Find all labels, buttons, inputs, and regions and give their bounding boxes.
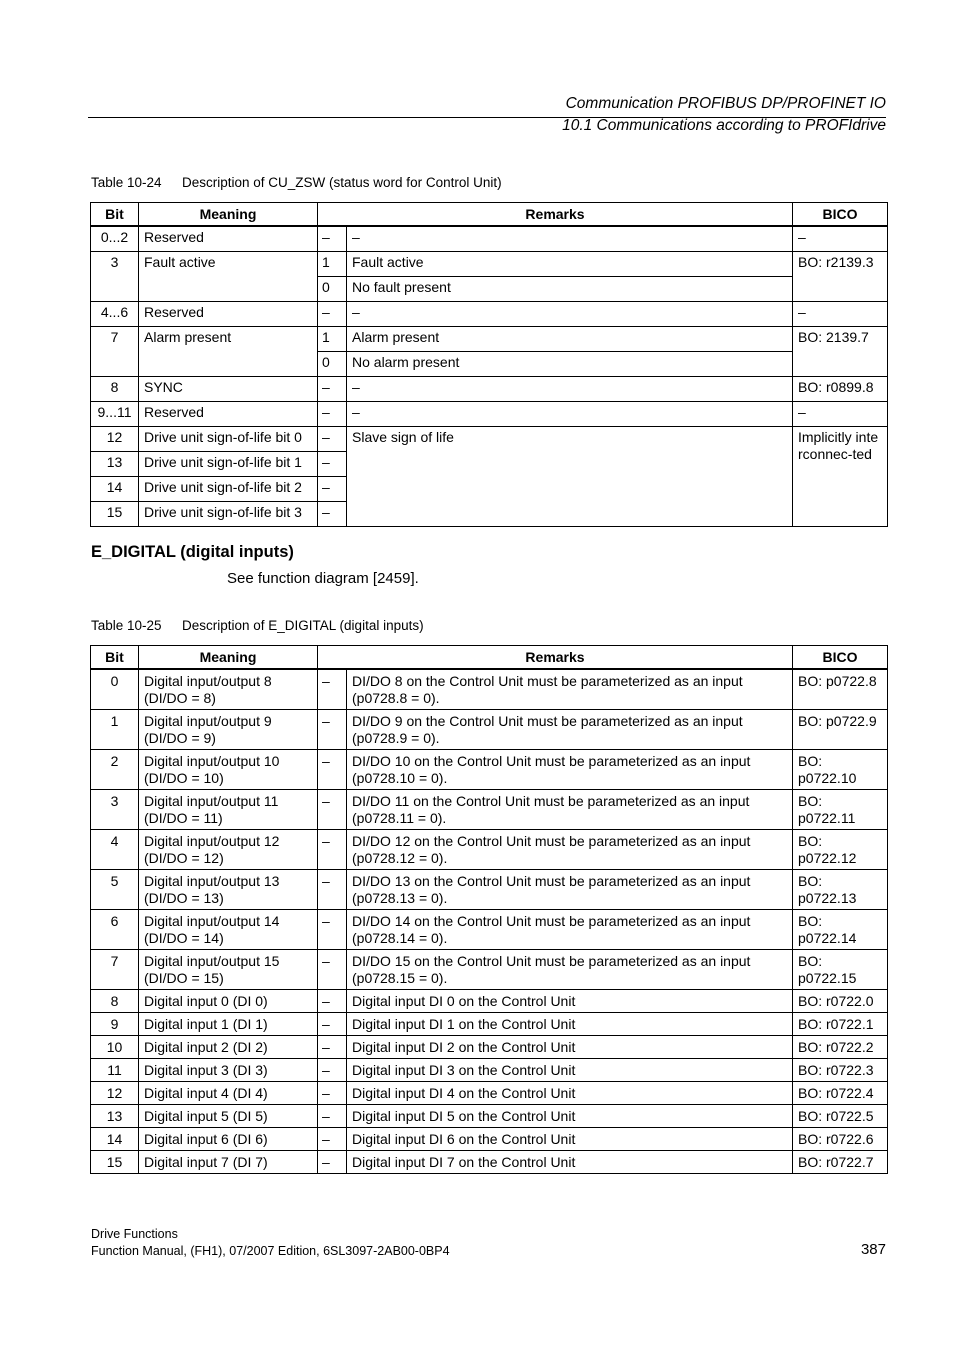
cell-value-text: – bbox=[322, 833, 330, 849]
cell-value bbox=[318, 1036, 347, 1059]
cell-remark-text: Digital input DI 0 on the Control Unit bbox=[352, 993, 576, 1009]
cell-meaning-text: (DI/DO = 14) bbox=[144, 930, 224, 946]
table-row bbox=[91, 327, 888, 352]
table-row bbox=[91, 1036, 888, 1059]
page-number: 387 bbox=[860, 1241, 886, 1258]
table-row bbox=[91, 910, 888, 950]
cell-meaning bbox=[139, 1105, 318, 1128]
cell-bit bbox=[91, 669, 139, 710]
cell-bit-text: 9 bbox=[110, 1016, 119, 1032]
running-header-chapter: Communication PROFIBUS DP/PROFINET IO bbox=[565, 95, 886, 112]
cell-remark-text: Digital input DI 5 on the Control Unit bbox=[352, 1108, 576, 1124]
cell-bit-text: 10 bbox=[106, 1039, 123, 1055]
cell-bit-text: 6 bbox=[110, 913, 119, 929]
table-row bbox=[91, 950, 888, 990]
cell-remark-text: (p0728.10 = 0). bbox=[352, 770, 448, 786]
cell-meaning bbox=[139, 870, 318, 910]
cell-remark bbox=[347, 1151, 793, 1174]
cell-bico-text: BO: bbox=[798, 793, 823, 809]
cell-bico: BO: r0899.8 bbox=[793, 377, 888, 402]
cell-bico: – bbox=[793, 226, 888, 252]
cell-meaning: Reserved bbox=[139, 302, 318, 327]
cell-bit-text: 15 bbox=[106, 1154, 123, 1170]
cell-meaning-text: (DI/DO = 12) bbox=[144, 850, 224, 866]
cell-meaning bbox=[139, 1013, 318, 1036]
cell-meaning bbox=[139, 669, 318, 710]
section-title: E_DIGITAL (digital inputs) bbox=[91, 543, 294, 561]
cell-bico bbox=[793, 870, 888, 910]
cell-meaning-text: Digital input 7 (DI 7) bbox=[144, 1154, 268, 1170]
col-header-meaning: Meaning bbox=[139, 646, 318, 670]
table2-header-row bbox=[91, 646, 888, 670]
cell-value: – bbox=[318, 402, 347, 427]
cell-bit: 4...6 bbox=[91, 302, 139, 327]
cell-remark bbox=[347, 750, 793, 790]
cell-bit bbox=[91, 870, 139, 910]
footer-edition: Function Manual, (FH1), 07/2007 Edition, 6SL3097-2AB00-0BP4 bbox=[91, 1244, 450, 1258]
cell-value-text: – bbox=[322, 713, 330, 729]
cell-value bbox=[318, 1059, 347, 1082]
col-header-bico: BICO bbox=[793, 646, 888, 670]
cell-remark: No fault present bbox=[347, 277, 793, 302]
table-row bbox=[91, 990, 888, 1013]
cell-remark-text: (p0728.12 = 0). bbox=[352, 850, 448, 866]
cell-meaning bbox=[139, 1151, 318, 1174]
cell-value-text: – bbox=[322, 673, 330, 689]
cell-remark: – bbox=[347, 226, 793, 252]
table2-caption bbox=[91, 618, 424, 633]
cell-remark: Slave sign of life bbox=[347, 427, 793, 527]
cell-meaning bbox=[139, 990, 318, 1013]
cell-meaning: Fault active bbox=[139, 252, 318, 302]
cell-value bbox=[318, 1151, 347, 1174]
cell-value bbox=[318, 750, 347, 790]
cell-remark bbox=[347, 1059, 793, 1082]
cell-meaning: Reserved bbox=[139, 226, 318, 252]
cell-remark bbox=[347, 1013, 793, 1036]
cell-bit: 12 bbox=[91, 427, 139, 452]
table2-caption-number: Table 10-25 bbox=[91, 618, 162, 633]
cell-remark-text: (p0728.13 = 0). bbox=[352, 890, 448, 906]
cell-remark-text: DI/DO 13 on the Control Unit must be parameterized as an input bbox=[352, 873, 751, 889]
cell-bit-text: 3 bbox=[110, 793, 119, 809]
table-row bbox=[91, 710, 888, 750]
table-row bbox=[91, 830, 888, 870]
cell-bico-text: BO: r0722.6 bbox=[798, 1131, 874, 1147]
cell-bit-text: 8 bbox=[110, 993, 119, 1009]
cell-meaning-text: Digital input/output 9 bbox=[144, 713, 272, 729]
cell-value: – bbox=[318, 427, 347, 452]
cell-bico bbox=[793, 1128, 888, 1151]
table-row bbox=[91, 1128, 888, 1151]
cell-remark-text: DI/DO 8 on the Control Unit must be parameterized as an input bbox=[352, 673, 743, 689]
cell-meaning: Drive unit sign-of-life bit 1 bbox=[139, 452, 318, 477]
cell-value: 1 bbox=[318, 252, 347, 277]
cell-bit bbox=[91, 1013, 139, 1036]
cell-remark-text: (p0728.14 = 0). bbox=[352, 930, 448, 946]
cell-value bbox=[318, 1013, 347, 1036]
table-row bbox=[91, 870, 888, 910]
table-row bbox=[91, 1151, 888, 1174]
cell-meaning-text: Digital input/output 8 bbox=[144, 673, 272, 689]
cell-meaning: Reserved bbox=[139, 402, 318, 427]
col-header-remarks: Remarks bbox=[318, 203, 793, 227]
cell-bit bbox=[91, 950, 139, 990]
cell-bico-text: BO: r0722.5 bbox=[798, 1108, 874, 1124]
cell-meaning bbox=[139, 950, 318, 990]
cell-bico: Implicitly interconnec-ted bbox=[793, 427, 888, 527]
cell-value bbox=[318, 870, 347, 910]
cell-meaning bbox=[139, 1082, 318, 1105]
cell-bico bbox=[793, 1105, 888, 1128]
cell-bico bbox=[793, 790, 888, 830]
cell-bit bbox=[91, 790, 139, 830]
cell-bit: 8 bbox=[91, 377, 139, 402]
cell-bit bbox=[91, 910, 139, 950]
cell-bico bbox=[793, 1151, 888, 1174]
cell-value-text: – bbox=[322, 1085, 330, 1101]
cell-meaning: Drive unit sign-of-life bit 0 bbox=[139, 427, 318, 452]
cell-value-text: – bbox=[322, 993, 330, 1009]
col-header-bit: Bit bbox=[91, 203, 139, 227]
cell-meaning-text: (DI/DO = 10) bbox=[144, 770, 224, 786]
table-row bbox=[91, 226, 888, 252]
cell-meaning-text: Digital input 3 (DI 3) bbox=[144, 1062, 268, 1078]
cell-value: – bbox=[318, 226, 347, 252]
table-row bbox=[91, 669, 888, 710]
cell-value bbox=[318, 710, 347, 750]
cell-remark-text: (p0728.15 = 0). bbox=[352, 970, 448, 986]
cell-remark bbox=[347, 950, 793, 990]
cell-bico bbox=[793, 950, 888, 990]
cell-meaning bbox=[139, 830, 318, 870]
cell-remark bbox=[347, 669, 793, 710]
cell-bit-text: 2 bbox=[110, 753, 119, 769]
cell-value-text: – bbox=[322, 1016, 330, 1032]
cell-remark-text: Digital input DI 2 on the Control Unit bbox=[352, 1039, 576, 1055]
cell-meaning: Alarm present bbox=[139, 327, 318, 377]
cell-remark bbox=[347, 1105, 793, 1128]
cell-value bbox=[318, 950, 347, 990]
table1-header-row bbox=[91, 203, 888, 227]
cell-remark-text: DI/DO 11 on the Control Unit must be parameterized as an input bbox=[352, 793, 750, 809]
cell-bit-text: 11 bbox=[107, 1062, 122, 1078]
cell-bico-text: BO: bbox=[798, 953, 823, 969]
cell-bico bbox=[793, 1013, 888, 1036]
cell-bico-text: p0722.11 bbox=[798, 810, 856, 826]
cell-bico-text: BO: p0722.8 bbox=[798, 673, 877, 689]
cell-bit: 15 bbox=[91, 502, 139, 527]
cell-remark-text: (p0728.9 = 0). bbox=[352, 730, 440, 746]
table2-caption-text: Description of E_DIGITAL (digital inputs) bbox=[182, 618, 424, 633]
cell-bico-text: p0722.15 bbox=[798, 970, 857, 986]
cell-bico bbox=[793, 910, 888, 950]
cell-meaning-text: (DI/DO = 11) bbox=[144, 810, 223, 826]
table-row bbox=[91, 1082, 888, 1105]
cell-bico bbox=[793, 750, 888, 790]
table1-caption bbox=[91, 175, 502, 190]
cell-bico: – bbox=[793, 302, 888, 327]
cell-bit: 7 bbox=[91, 327, 139, 377]
cell-meaning bbox=[139, 710, 318, 750]
col-header-bit: Bit bbox=[91, 646, 139, 670]
header-rule bbox=[88, 117, 886, 118]
cell-bit bbox=[91, 710, 139, 750]
cell-remark bbox=[347, 710, 793, 750]
cell-meaning: SYNC bbox=[139, 377, 318, 402]
cell-bit bbox=[91, 1105, 139, 1128]
table-row bbox=[91, 302, 888, 327]
cell-bit: 3 bbox=[91, 252, 139, 302]
cell-remark: Alarm present bbox=[347, 327, 793, 352]
cell-remark-text: Digital input DI 3 on the Control Unit bbox=[352, 1062, 576, 1078]
cell-bit-text: 14 bbox=[106, 1131, 123, 1147]
cell-value-text: – bbox=[322, 1131, 330, 1147]
cell-bico-text: p0722.14 bbox=[798, 930, 857, 946]
cell-bico bbox=[793, 1082, 888, 1105]
cell-bico: BO: 2139.7 bbox=[793, 327, 888, 377]
running-header-section: 10.1 Communications according to PROFIdrive bbox=[562, 117, 886, 134]
cell-bico-text: BO: r0722.3 bbox=[798, 1062, 874, 1078]
cell-value bbox=[318, 1105, 347, 1128]
cell-value: – bbox=[318, 502, 347, 527]
cell-bico-text: BO: r0722.7 bbox=[798, 1154, 874, 1170]
cell-meaning-text: Digital input/output 11 bbox=[144, 793, 279, 809]
cell-value-text: – bbox=[322, 873, 330, 889]
cell-bit-text: 0 bbox=[110, 673, 119, 689]
cell-meaning-text: Digital input 1 (DI 1) bbox=[144, 1016, 268, 1032]
cell-remark-text: Digital input DI 4 on the Control Unit bbox=[352, 1085, 576, 1101]
table-row bbox=[91, 427, 888, 452]
cell-remark-text: Digital input DI 6 on the Control Unit bbox=[352, 1131, 576, 1147]
cell-meaning: Drive unit sign-of-life bit 3 bbox=[139, 502, 318, 527]
cell-bit bbox=[91, 1036, 139, 1059]
cell-remark: – bbox=[347, 377, 793, 402]
cell-meaning: Drive unit sign-of-life bit 2 bbox=[139, 477, 318, 502]
table-row bbox=[91, 252, 888, 277]
cell-meaning-text: Digital input 2 (DI 2) bbox=[144, 1039, 268, 1055]
cell-value-text: – bbox=[322, 953, 330, 969]
cell-value bbox=[318, 990, 347, 1013]
cell-bit: 13 bbox=[91, 452, 139, 477]
cell-meaning-text: Digital input/output 14 bbox=[144, 913, 280, 929]
cell-bit bbox=[91, 1128, 139, 1151]
cell-bico bbox=[793, 1059, 888, 1082]
cell-remark bbox=[347, 1128, 793, 1151]
cell-meaning-text: (DI/DO = 8) bbox=[144, 690, 216, 706]
cell-bico bbox=[793, 990, 888, 1013]
cell-remark: – bbox=[347, 402, 793, 427]
table-cu-zsw bbox=[90, 202, 888, 527]
cell-value-text: – bbox=[322, 1062, 330, 1078]
cell-bit bbox=[91, 990, 139, 1013]
cell-bico: BO: r2139.3 bbox=[793, 252, 888, 302]
cell-value bbox=[318, 830, 347, 870]
cell-meaning bbox=[139, 1128, 318, 1151]
cell-remark-text: (p0728.8 = 0). bbox=[352, 690, 440, 706]
cell-value-text: – bbox=[322, 753, 330, 769]
cell-bit-text: 7 bbox=[110, 953, 119, 969]
table1-caption-text: Description of CU_ZSW (status word for Control Unit) bbox=[182, 175, 502, 190]
table-row bbox=[91, 377, 888, 402]
cell-value-text: – bbox=[322, 1039, 330, 1055]
cell-meaning-text: Digital input 4 (DI 4) bbox=[144, 1085, 268, 1101]
cell-value: 0 bbox=[318, 352, 347, 377]
cell-bico-text: BO: r0722.0 bbox=[798, 993, 874, 1009]
cell-value bbox=[318, 1082, 347, 1105]
cell-meaning bbox=[139, 910, 318, 950]
cell-bico: – bbox=[793, 402, 888, 427]
cell-bico-text: BO: bbox=[798, 913, 823, 929]
cell-bico-text: BO: bbox=[798, 753, 823, 769]
table-row bbox=[91, 1105, 888, 1128]
cell-bico-text: BO: r0722.1 bbox=[798, 1016, 874, 1032]
cell-bit: 0...2 bbox=[91, 226, 139, 252]
cell-value-text: – bbox=[322, 1154, 330, 1170]
cell-remark-text: (p0728.11 = 0). bbox=[352, 810, 447, 826]
cell-bit bbox=[91, 830, 139, 870]
section-text: See function diagram [2459]. bbox=[227, 570, 419, 587]
cell-meaning-text: (DI/DO = 13) bbox=[144, 890, 224, 906]
cell-meaning-text: Digital input/output 12 bbox=[144, 833, 280, 849]
cell-value-text: – bbox=[322, 793, 330, 809]
cell-bit bbox=[91, 1151, 139, 1174]
cell-remark bbox=[347, 990, 793, 1013]
cell-value bbox=[318, 790, 347, 830]
table-row bbox=[91, 1059, 888, 1082]
cell-bico-text: BO: p0722.9 bbox=[798, 713, 877, 729]
cell-meaning-text: Digital input/output 10 bbox=[144, 753, 280, 769]
col-header-bico: BICO bbox=[793, 203, 888, 227]
cell-value-text: – bbox=[322, 913, 330, 929]
cell-bit: 9...11 bbox=[91, 402, 139, 427]
cell-bico-text: BO: bbox=[798, 873, 823, 889]
cell-remark bbox=[347, 1082, 793, 1105]
cell-remark-text: DI/DO 9 on the Control Unit must be parameterized as an input bbox=[352, 713, 743, 729]
cell-bico-text: p0722.12 bbox=[798, 850, 857, 866]
cell-meaning bbox=[139, 750, 318, 790]
cell-value: – bbox=[318, 477, 347, 502]
cell-bico bbox=[793, 830, 888, 870]
footer-title: Drive Functions bbox=[91, 1227, 178, 1241]
cell-bit bbox=[91, 1059, 139, 1082]
cell-value bbox=[318, 669, 347, 710]
cell-meaning-text: Digital input 5 (DI 5) bbox=[144, 1108, 268, 1124]
cell-remark-text: DI/DO 15 on the Control Unit must be parameterized as an input bbox=[352, 953, 751, 969]
cell-remark-text: DI/DO 14 on the Control Unit must be parameterized as an input bbox=[352, 913, 751, 929]
cell-remark: No alarm present bbox=[347, 352, 793, 377]
cell-bit bbox=[91, 750, 139, 790]
cell-bit bbox=[91, 1082, 139, 1105]
cell-value: – bbox=[318, 377, 347, 402]
table-e-digital bbox=[90, 645, 888, 1174]
cell-value: 1 bbox=[318, 327, 347, 352]
cell-meaning-text: (DI/DO = 9) bbox=[144, 730, 216, 746]
table-row bbox=[91, 402, 888, 427]
cell-remark: – bbox=[347, 302, 793, 327]
cell-bico-text: BO: bbox=[798, 833, 823, 849]
cell-bico-text: BO: r0722.4 bbox=[798, 1085, 874, 1101]
cell-value bbox=[318, 910, 347, 950]
cell-bit: 14 bbox=[91, 477, 139, 502]
cell-bit-text: 13 bbox=[106, 1108, 123, 1124]
cell-bit-text: 4 bbox=[110, 833, 119, 849]
cell-bit-text: 1 bbox=[110, 713, 119, 729]
cell-bico-text: BO: r0722.2 bbox=[798, 1039, 874, 1055]
cell-bico-text: p0722.10 bbox=[798, 770, 857, 786]
cell-remark bbox=[347, 790, 793, 830]
table1-caption-number: Table 10-24 bbox=[91, 175, 162, 190]
cell-meaning bbox=[139, 1059, 318, 1082]
cell-remark-text: Digital input DI 1 on the Control Unit bbox=[352, 1016, 576, 1032]
cell-remark bbox=[347, 910, 793, 950]
cell-meaning bbox=[139, 790, 318, 830]
cell-bico bbox=[793, 710, 888, 750]
cell-meaning-text: Digital input/output 15 bbox=[144, 953, 280, 969]
table-row bbox=[91, 750, 888, 790]
cell-remark-text: DI/DO 10 on the Control Unit must be parameterized as an input bbox=[352, 753, 751, 769]
cell-bit-text: 5 bbox=[110, 873, 119, 889]
cell-value bbox=[318, 1128, 347, 1151]
col-header-meaning: Meaning bbox=[139, 203, 318, 227]
cell-remark bbox=[347, 870, 793, 910]
col-header-remarks: Remarks bbox=[318, 646, 793, 670]
cell-bit-text: 12 bbox=[106, 1085, 123, 1101]
cell-remark: Fault active bbox=[347, 252, 793, 277]
cell-remark bbox=[347, 830, 793, 870]
cell-meaning-text: Digital input/output 13 bbox=[144, 873, 280, 889]
cell-bico bbox=[793, 669, 888, 710]
cell-meaning-text: Digital input 0 (DI 0) bbox=[144, 993, 268, 1009]
cell-bico bbox=[793, 1036, 888, 1059]
cell-meaning-text: Digital input 6 (DI 6) bbox=[144, 1131, 268, 1147]
cell-bico-text: p0722.13 bbox=[798, 890, 857, 906]
cell-meaning bbox=[139, 1036, 318, 1059]
cell-remark-text: DI/DO 12 on the Control Unit must be parameterized as an input bbox=[352, 833, 751, 849]
cell-value: – bbox=[318, 302, 347, 327]
cell-value-text: – bbox=[322, 1108, 330, 1124]
table-row bbox=[91, 790, 888, 830]
cell-remark-text: Digital input DI 7 on the Control Unit bbox=[352, 1154, 576, 1170]
cell-value: 0 bbox=[318, 277, 347, 302]
cell-value: – bbox=[318, 452, 347, 477]
cell-remark bbox=[347, 1036, 793, 1059]
table-row bbox=[91, 1013, 888, 1036]
cell-meaning-text: (DI/DO = 15) bbox=[144, 970, 224, 986]
